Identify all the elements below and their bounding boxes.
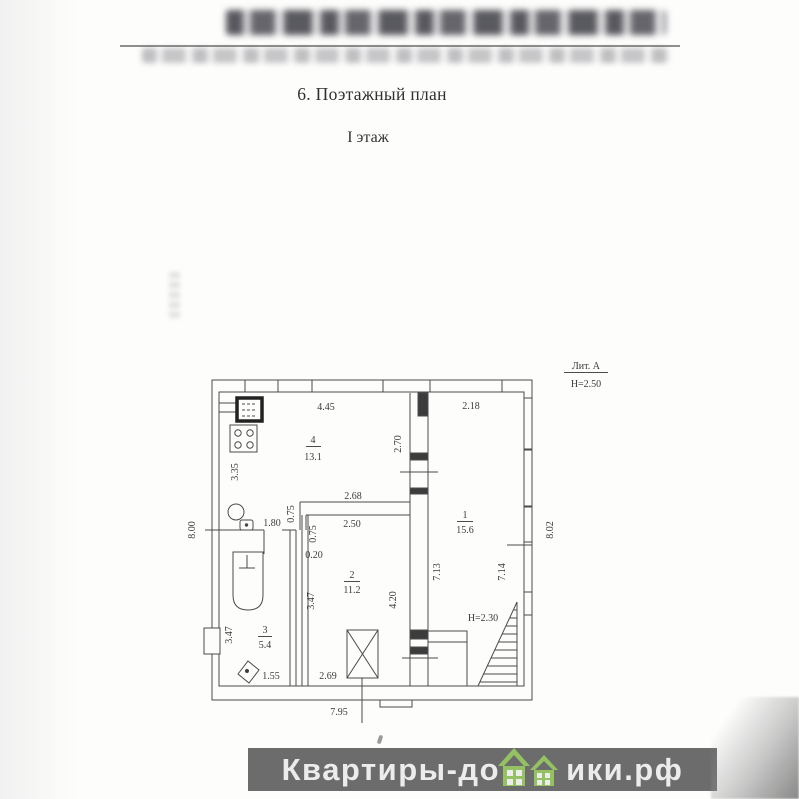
watermark-text-prefix: Квартиры-до <box>281 751 501 787</box>
blurred-header-text-line2 <box>142 48 670 63</box>
watermark-text-suffix: ики.рф <box>566 751 684 787</box>
dim-room3-bottom: 1.55 <box>262 671 280 682</box>
legend-building-letter: Лит. А <box>572 361 600 372</box>
dim-room2-top: 2.50 <box>343 519 361 530</box>
dim-room2-left: 3.47 <box>306 592 317 610</box>
furnace-icon <box>347 630 378 723</box>
dim-basin-wall: 1.80 <box>263 518 281 529</box>
room1-area: 15.6 <box>456 525 474 536</box>
dim-hall-jog-right: 0.75 <box>308 525 319 543</box>
cooktop-icon <box>230 425 257 452</box>
dim-wall-thickness: 0.20 <box>305 550 323 561</box>
scan-speck <box>377 735 384 745</box>
stove-icon <box>219 398 262 421</box>
window-icons <box>245 380 532 615</box>
corner-sink-icon <box>238 661 259 683</box>
dim-room1-left: 7.13 <box>432 563 443 581</box>
legend-ceiling-height: Н=2.50 <box>570 379 602 390</box>
dim-outer-left: 8.00 <box>187 521 198 539</box>
stairs-height-note: Н=2.30 <box>467 613 499 624</box>
room3-number: 3 <box>262 625 268 636</box>
blurred-header-text-line1 <box>226 10 666 35</box>
dim-room2-bottom: 2.69 <box>319 671 337 682</box>
page-left-edge-shade <box>0 0 112 799</box>
section-heading: 6. Поэтажный план <box>297 84 447 104</box>
dim-room1-top: 2.18 <box>462 401 480 412</box>
dim-room2-right: 4.20 <box>388 591 399 609</box>
dim-room1-right: 7.14 <box>497 563 508 581</box>
houses-logo-icon <box>497 745 569 789</box>
dim-divider-upper: 2.70 <box>393 435 404 453</box>
room3-area: 5.4 <box>258 640 272 651</box>
room2-number: 2 <box>349 570 355 581</box>
dim-outer-right: 8.02 <box>545 521 556 539</box>
toilet-icon <box>228 504 253 530</box>
room1-number: 1 <box>462 510 468 521</box>
dim-hall-top: 2.68 <box>344 491 362 502</box>
floor-plan <box>180 352 610 732</box>
header-underline <box>120 45 680 47</box>
dividing-wall <box>410 393 428 686</box>
dim-room4-top: 4.45 <box>317 402 335 413</box>
dim-room3-left: 3.47 <box>224 626 235 644</box>
dim-hall-jog-left: 0.75 <box>286 505 297 523</box>
room2-area: 11.2 <box>343 585 361 596</box>
left-margin-artifact <box>169 272 180 318</box>
floor-heading: I этаж <box>347 129 389 146</box>
dim-room4-left: 3.35 <box>230 463 241 481</box>
photo-corner-shadow <box>711 697 799 799</box>
bathtub-icon <box>233 552 263 610</box>
room4-number: 4 <box>310 435 316 446</box>
watermark-banner <box>248 748 717 791</box>
room4-area: 13.1 <box>304 452 322 463</box>
dim-outer-bottom: 7.95 <box>330 707 348 718</box>
